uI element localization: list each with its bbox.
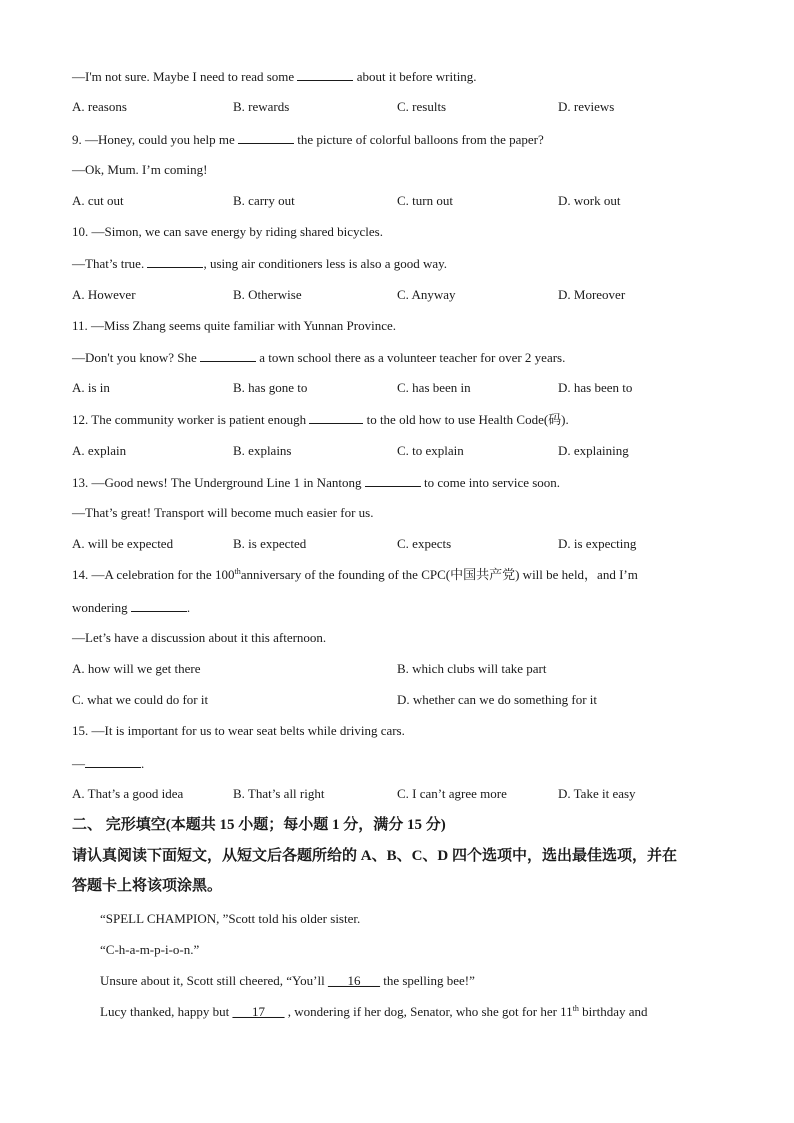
passage-paragraph: “C-h-a-m-p-i-o-n.” (100, 942, 200, 957)
q9-option-d: D. work out (558, 193, 621, 208)
section-instruction-cont: 答题卡上将该项涂黑。 (72, 878, 223, 894)
passage-paragraph: “SPELL CHAMPION, ”Scott told his older sister. (100, 911, 361, 926)
q9-option-b: B. carry out (233, 193, 295, 208)
q14-option-a: A. how will we get there (72, 661, 201, 676)
q13-option-c: C. expects (397, 536, 452, 551)
q10-option-a: A. However (72, 287, 136, 302)
q15-option-b: B. That’s all right (233, 786, 325, 801)
q11-option-d: D. has been to (558, 380, 633, 395)
q10-stem: 10. —Simon, we can save energy by riding shared bicycles. (72, 224, 383, 239)
q13-option-d: D. is expecting (558, 536, 637, 551)
answer-blank (85, 755, 141, 768)
answer-blank (147, 255, 203, 268)
q15-option-d: D. Take it easy (558, 786, 636, 801)
q9-stem: 9. —Honey, could you help me the picture of colorful balloons from the paper? (72, 132, 544, 147)
passage-paragraph: Unsure about it, Scott still cheered, “You’ll ___16___ the spelling bee!” (100, 973, 475, 988)
q10-option-c: C. Anyway (397, 287, 456, 302)
q15-stem: 15. —It is important for us to wear seat belts while driving cars. (72, 723, 405, 738)
answer-blank (200, 349, 256, 362)
q11-stem: 11. —Miss Zhang seems quite familiar with Yunnan Province. (72, 318, 396, 333)
q9-option-c: C. turn out (397, 193, 453, 208)
q12-stem: 12. The community worker is patient enough to the old how to use Health Code(码). (72, 412, 569, 427)
q12-option-b: B. explains (233, 443, 292, 458)
answer-blank (131, 599, 187, 612)
q15-option-c: C. I can’t agree more (397, 786, 507, 801)
q10-reply: —That’s true. , using air conditioners less is also a good way. (72, 256, 448, 271)
q8-option-b: B. rewards (233, 99, 290, 114)
section-heading: 二、 完形填空(本题共 15 小题；每小题 1 分，满分 15 分) (72, 817, 446, 833)
answer-blank (238, 131, 294, 144)
q13-option-b: B. is expected (233, 536, 307, 551)
q15-option-a: A. That’s a good idea (72, 786, 184, 801)
q14-stem-cont: wondering . (72, 600, 191, 615)
q13-reply: —That’s great! Transport will become much easier for us. (72, 505, 374, 520)
q9-reply: —Ok, Mum. I’m coming! (72, 162, 208, 177)
q14-option-c: C. what we could do for it (72, 692, 209, 707)
q11-option-a: A. is in (72, 380, 110, 395)
q8-stem: —I'm not sure. Maybe I need to read some about it before writing. (72, 69, 477, 84)
passage-paragraph: Lucy thanked, happy but ___17___ , wondering if her dog, Senator, who she got for her 11th birthday and (100, 1004, 648, 1019)
answer-blank (365, 474, 421, 487)
q8-option-a: A. reasons (72, 99, 127, 114)
q14-reply: —Let’s have a discussion about it this afternoon. (72, 630, 327, 645)
q11-reply: —Don't you know? She a town school there as a volunteer teacher for over 2 years. (72, 350, 566, 365)
cloze-blank-16: ___16___ (327, 973, 380, 988)
q9-option-a: A. cut out (72, 193, 124, 208)
q15-reply: — . (72, 756, 145, 771)
q12-option-a: A. explain (72, 443, 127, 458)
q13-stem: 13. —Good news! The Underground Line 1 in Nantong to come into service soon. (72, 475, 561, 490)
answer-blank (297, 68, 353, 81)
q12-option-d: D. explaining (558, 443, 629, 458)
q13-option-a: A. will be expected (72, 536, 174, 551)
answer-blank (309, 411, 363, 424)
q11-option-b: B. has gone to (233, 380, 308, 395)
section-instruction: 请认真阅读下面短文，从短文后各题所给的 A、B、C、D 四个选项中，选出最佳选项，并在 (72, 848, 678, 864)
cloze-blank-17: ___17___ (232, 1004, 285, 1019)
q14-stem: 14. —A celebration for the 100thanniversary of the founding of the CPC(中国共产党) will be held，and I’m (72, 567, 638, 582)
q10-option-b: B. Otherwise (233, 287, 302, 302)
q14-option-b: B. which clubs will take part (397, 661, 547, 676)
q10-option-d: D. Moreover (558, 287, 626, 302)
q14-option-d: D. whether can we do something for it (397, 692, 598, 707)
q11-option-c: C. has been in (397, 380, 471, 395)
q12-option-c: C. to explain (397, 443, 464, 458)
q8-option-c: C. results (397, 99, 447, 114)
q8-option-d: D. reviews (558, 99, 615, 114)
